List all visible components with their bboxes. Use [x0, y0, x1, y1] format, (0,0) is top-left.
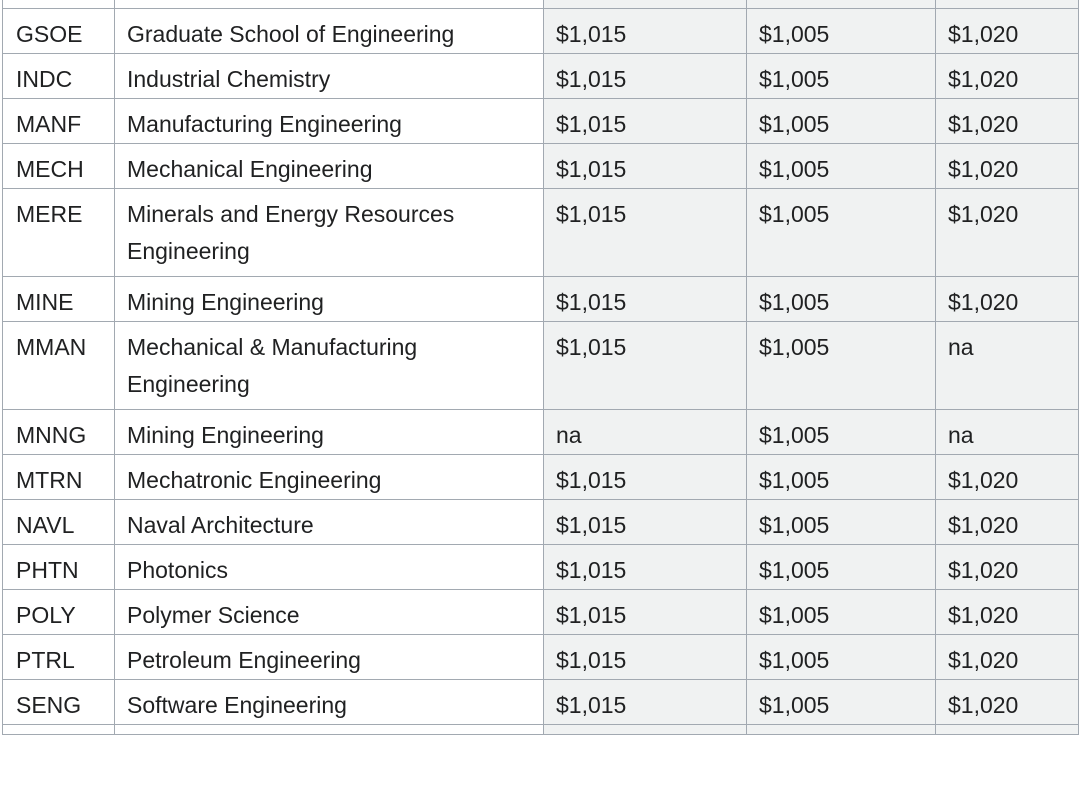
course-name-cell: Software Engineering	[115, 680, 544, 725]
course-code-cell: POLY	[3, 590, 115, 635]
course-name-cell: Photonics	[115, 545, 544, 590]
fee-cell-3: $1,020	[936, 590, 1079, 635]
course-code-cell: MINE	[3, 277, 115, 322]
fee-cell-3: $1,020	[936, 99, 1079, 144]
fee-cell-1: $1,015	[544, 455, 747, 500]
course-name-cell: Mining Engineering	[115, 410, 544, 455]
fee-cell-1: $1,015	[544, 144, 747, 189]
course-name-cell: Polymer Science	[115, 590, 544, 635]
table-cell	[936, 725, 1079, 735]
course-name-cell: Minerals and Energy Resources Engineering	[115, 189, 544, 277]
course-code-cell: INDC	[3, 54, 115, 99]
fee-cell-1: $1,015	[544, 545, 747, 590]
table-row	[3, 410, 1079, 455]
fee-cell-3: $1,020	[936, 9, 1079, 54]
course-code-cell: MNNG	[3, 410, 115, 455]
course-code-cell: SENG	[3, 680, 115, 725]
fee-cell-1: $1,015	[544, 635, 747, 680]
fee-cell-3: $1,020	[936, 144, 1079, 189]
fee-cell-3: $1,020	[936, 680, 1079, 725]
table-cell	[115, 725, 544, 735]
table-cell	[3, 725, 115, 735]
fee-cell-2: $1,005	[747, 455, 936, 500]
course-code-cell: MERE	[3, 189, 115, 277]
fees-table	[2, 0, 1079, 735]
fee-cell-3: $1,020	[936, 54, 1079, 99]
course-name-cell: Naval Architecture	[115, 500, 544, 545]
table-row-partial-bottom	[3, 725, 1079, 735]
table-row	[3, 9, 1079, 54]
fee-cell-2: $1,005	[747, 635, 936, 680]
fee-cell-1: $1,015	[544, 9, 747, 54]
fee-cell-2: $1,005	[747, 590, 936, 635]
table-row-partial-top	[3, 0, 1079, 9]
course-code-cell: MECH	[3, 144, 115, 189]
table-cell	[3, 0, 115, 9]
fee-cell-3: $1,020	[936, 635, 1079, 680]
course-code-cell: MTRN	[3, 455, 115, 500]
table-row	[3, 277, 1079, 322]
course-code-cell: NAVL	[3, 500, 115, 545]
fee-cell-2: $1,005	[747, 277, 936, 322]
fee-cell-1: $1,015	[544, 590, 747, 635]
fee-cell-1: $1,015	[544, 54, 747, 99]
course-name-cell: Mining Engineering	[115, 277, 544, 322]
table-row	[3, 54, 1079, 99]
table-cell	[747, 725, 936, 735]
course-code-cell: PHTN	[3, 545, 115, 590]
fee-cell-1: $1,015	[544, 189, 747, 277]
course-code-cell: MMAN	[3, 322, 115, 410]
table-cell	[115, 0, 544, 9]
fee-cell-1: $1,015	[544, 99, 747, 144]
fee-cell-2: $1,005	[747, 545, 936, 590]
course-code-cell: MANF	[3, 99, 115, 144]
fee-cell-2: $1,005	[747, 144, 936, 189]
course-name-cell: Mechanical & Manufacturing Engineering	[115, 322, 544, 410]
fee-cell-3: na	[936, 410, 1079, 455]
table-row	[3, 500, 1079, 545]
fee-cell-2: $1,005	[747, 9, 936, 54]
course-name-cell: Manufacturing Engineering	[115, 99, 544, 144]
table-cell	[544, 725, 747, 735]
course-name-cell: Industrial Chemistry	[115, 54, 544, 99]
fee-cell-1: $1,015	[544, 277, 747, 322]
table-row	[3, 144, 1079, 189]
table-row	[3, 680, 1079, 725]
course-name-cell: Petroleum Engineering	[115, 635, 544, 680]
fee-cell-2: $1,005	[747, 99, 936, 144]
fee-cell-1: $1,015	[544, 680, 747, 725]
table-row	[3, 99, 1079, 144]
fee-cell-3: $1,020	[936, 189, 1079, 277]
fee-cell-2: $1,005	[747, 54, 936, 99]
fee-cell-2: $1,005	[747, 189, 936, 277]
table-cell	[747, 0, 936, 9]
fee-cell-1: $1,015	[544, 322, 747, 410]
table-row	[3, 545, 1079, 590]
fee-cell-3: na	[936, 322, 1079, 410]
table-row	[3, 189, 1079, 277]
table-cell	[544, 0, 747, 9]
table-row	[3, 590, 1079, 635]
fee-cell-1: na	[544, 410, 747, 455]
fee-cell-1: $1,015	[544, 500, 747, 545]
table-row	[3, 635, 1079, 680]
fee-cell-3: $1,020	[936, 500, 1079, 545]
course-name-cell: Graduate School of Engineering	[115, 9, 544, 54]
course-code-cell: PTRL	[3, 635, 115, 680]
fee-cell-3: $1,020	[936, 455, 1079, 500]
table-row	[3, 455, 1079, 500]
fee-cell-2: $1,005	[747, 322, 936, 410]
fee-cell-2: $1,005	[747, 410, 936, 455]
course-name-cell: Mechanical Engineering	[115, 144, 544, 189]
course-name-cell: Mechatronic Engineering	[115, 455, 544, 500]
fee-cell-2: $1,005	[747, 680, 936, 725]
fee-cell-2: $1,005	[747, 500, 936, 545]
course-code-cell: GSOE	[3, 9, 115, 54]
table-cell	[936, 0, 1079, 9]
fee-cell-3: $1,020	[936, 277, 1079, 322]
fee-cell-3: $1,020	[936, 545, 1079, 590]
table-row	[3, 322, 1079, 410]
